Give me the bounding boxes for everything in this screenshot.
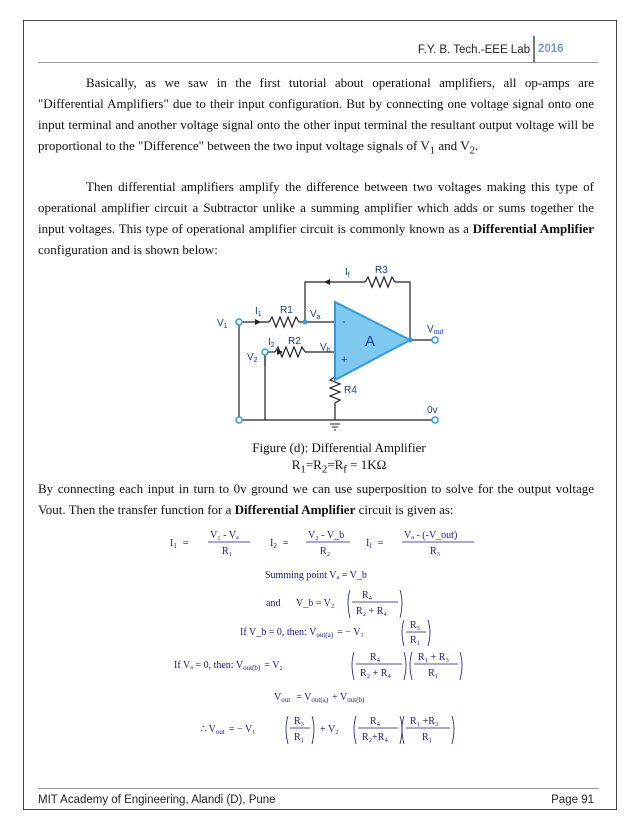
header-divider	[533, 36, 535, 62]
amp-label: A	[365, 333, 376, 350]
ground-node-right	[432, 417, 438, 423]
figure-caption	[200, 439, 478, 479]
bold-term: Differential Amplifier	[472, 221, 594, 236]
paragraph-intro: Basically, as we saw in the first tutorial about operational amplifiers, all op-amps are "Differential Amplifiers" due to their input configuration. But by connecting one voltage signal onto one input terminal and another voltage signal onto the other input terminal the resultant output voltage will be proportional to the "Difference" between the two input voltage signals of $V_1$ and $V_2$.	[38, 75, 594, 157]
vout-junction	[408, 338, 413, 343]
footer-page-number: Page 91	[551, 794, 594, 806]
eq-t-f3-den: R₁	[422, 732, 433, 743]
vb-label: $V_b$	[320, 342, 331, 354]
bold-term-2: Differential Amplifier	[234, 502, 356, 517]
v2-node	[262, 349, 268, 355]
paragraph-subtractor: Then differential amplifiers amplify the difference between two voltages making this type of operational amplifier circuit a Subtractor unlike a summing amplifier which adds or sums together the input voltages. This type of operational amplifier circuit is commonly known as a Differential Amplifier configuration and is shown below:	[38, 179, 594, 257]
r1-label: R1	[280, 305, 293, 316]
eq-i2-den: R₂	[320, 546, 331, 557]
eq-t-f1-num: R₃	[294, 716, 305, 727]
eq-f5-den: R₁	[428, 668, 439, 679]
header-year: 2016	[538, 43, 564, 55]
eq-vb-den: R₂ + R₄	[356, 606, 387, 617]
eq-if-vb-zero: If V_b = 0, then: $V_{out(a)}$ = − V₁	[240, 627, 364, 639]
paragraph-transfer: By connecting each input in turn to 0v ground we can use superposition to solve for the output voltage Vout. Then the transfer function for a Differential Amplifier circuit is given as:	[38, 481, 594, 517]
if-label: $I_f$	[345, 267, 350, 279]
caption-title: Figure (d): Differential Amplifier	[252, 440, 426, 455]
eq-i1-den: R₁	[222, 546, 233, 557]
va-junction	[303, 320, 308, 325]
i1-label: $I_1$	[255, 306, 262, 318]
eq-r3r1-den: R₁	[410, 635, 421, 646]
plus-terminal: +	[341, 354, 348, 366]
vout-node	[432, 337, 438, 343]
eq-t-f2-num: R₄	[370, 716, 381, 727]
eq-i2-num: V₂ - V_b	[308, 530, 345, 541]
eq-t-f3-num: R₁ +R₃	[410, 716, 439, 727]
eq-vb-num: R₄	[362, 590, 373, 601]
header-title: F.Y. B. Tech.-EEE Lab	[417, 44, 530, 56]
ground-node-left	[236, 417, 242, 423]
footer-institution: MIT Academy of Engineering, Alandi (D), Pune	[38, 794, 276, 806]
i2-label: $I_2$	[268, 337, 275, 349]
eq-if-num: Vₐ - (-V_out)	[404, 530, 458, 541]
eq-if-den: R₃	[430, 546, 441, 557]
r2-label: R2	[288, 336, 301, 347]
eq-t-plus: + V₂	[320, 724, 339, 735]
eq-if: $I_f$ =	[366, 538, 384, 550]
r4-label: R4	[344, 385, 357, 396]
r3-label: R3	[375, 265, 388, 276]
eq-f5-num: R₁ + R₃	[418, 652, 449, 663]
v2-label: $V_2$	[247, 352, 258, 364]
eq-i1-num: V₁ - Vₐ	[210, 530, 239, 541]
eq-summing: Summing point Vₐ = V_b	[265, 570, 367, 581]
differential-amplifier-circuit	[205, 262, 460, 442]
eq-f4-num: R₄	[370, 652, 381, 663]
minus-terminal: -	[342, 316, 346, 328]
eq-i2: $I_2$ =	[270, 538, 289, 550]
eq-if-va-zero: If Vₐ = 0, then: $V_{out(b)} = V_2$	[174, 660, 283, 672]
eq-t-f2-den: R₂+R₄	[362, 732, 388, 743]
va-label: $V_a$	[310, 309, 321, 321]
vout-label: $V_{out}$	[427, 324, 444, 336]
eq-vout-sum: $V_{out} = V_{out(a)} + V_{out(b)}$	[274, 692, 365, 704]
eq-therefore: ∴ $V_{out}$ = − V₁	[200, 724, 256, 736]
eq-t-f1-den: R₁	[294, 732, 305, 743]
header-rule	[38, 62, 598, 63]
eq-and: and	[266, 598, 281, 609]
transfer-function-equations	[170, 522, 490, 784]
caption-resistors: $R_1=R_2=R_f = 1K\Omega$	[291, 457, 387, 476]
footer-rule	[38, 788, 598, 789]
ground-label: 0v	[427, 405, 438, 416]
v1-node	[236, 319, 242, 325]
eq-f4-den: R₂ + R₄	[360, 668, 391, 679]
eq-i1: $I_1$ =	[170, 538, 189, 550]
v1-label: $V_1$	[217, 318, 228, 330]
eq-vb: V_b = V₂	[296, 598, 335, 609]
eq-r3r1-num: R₃	[410, 620, 421, 631]
